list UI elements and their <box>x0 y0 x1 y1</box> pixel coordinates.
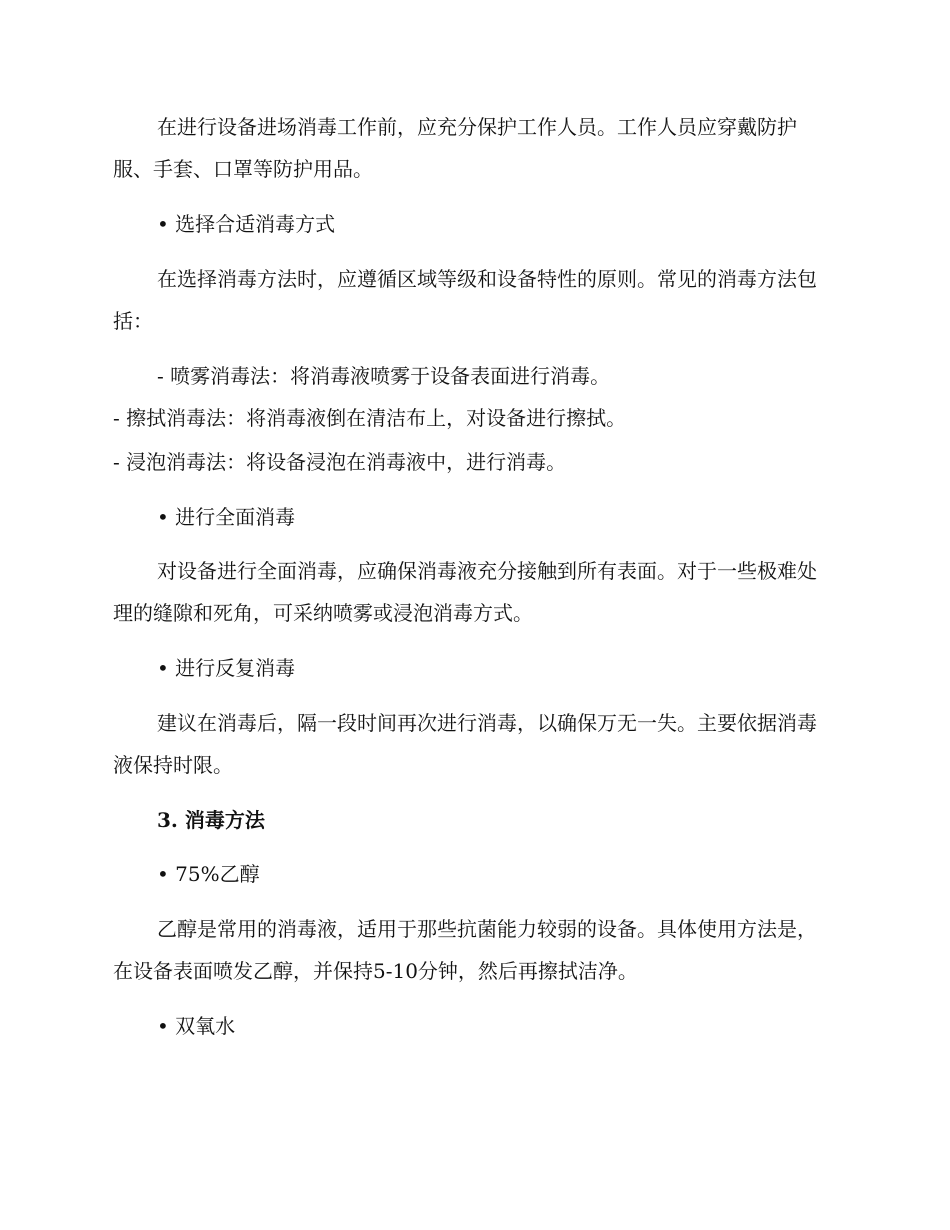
bullet-repeat-disinfect: • 进行反复消毒 <box>157 656 296 680</box>
method-soak: - 浸泡消毒法：将设备浸泡在消毒液中，进行消毒。 <box>113 450 567 474</box>
paragraph-ethanol-usage: 乙醇是常用的消毒液，适用于那些抗菌能力较弱的设备。具体使用方法是，在设备表面喷发乙醇，并保持5-10分钟，然后再擦拭洁净。 <box>113 917 817 983</box>
paragraph-repeat-disinfect: 建议在消毒后，隔一段时间再次进行消毒，以确保万无一失。主要依据消毒液保持时限。 <box>113 711 817 777</box>
paragraph-choose-method-intro: 在选择消毒方法时，应遵循区域等级和设备特性的原则。常见的消毒方法包括： <box>113 267 817 333</box>
method-spray: - 喷雾消毒法：将消毒液喷雾于设备表面进行消毒。 <box>157 364 611 388</box>
bullet-choose-method: • 选择合适消毒方式 <box>157 212 336 236</box>
method-wipe: - 擦拭消毒法：将消毒液倒在清洁布上，对设备进行擦拭。 <box>113 406 627 430</box>
bullet-full-disinfect: • 进行全面消毒 <box>157 505 296 529</box>
bullet-ethanol: • 75%乙醇 <box>157 862 260 886</box>
bullet-hydrogen-peroxide: • 双氧水 <box>157 1014 236 1038</box>
heading-section3: 3. 消毒方法 <box>157 808 265 832</box>
paragraph-protect-staff: 在进行设备进场消毒工作前，应充分保护工作人员。工作人员应穿戴防护服、手套、口罩等防护用品。 <box>113 115 797 181</box>
paragraph-full-disinfect: 对设备进行全面消毒，应确保消毒液充分接触到所有表面。对于一些极难处理的缝隙和死角，可采纳喷雾或浸泡消毒方式。 <box>113 559 817 625</box>
